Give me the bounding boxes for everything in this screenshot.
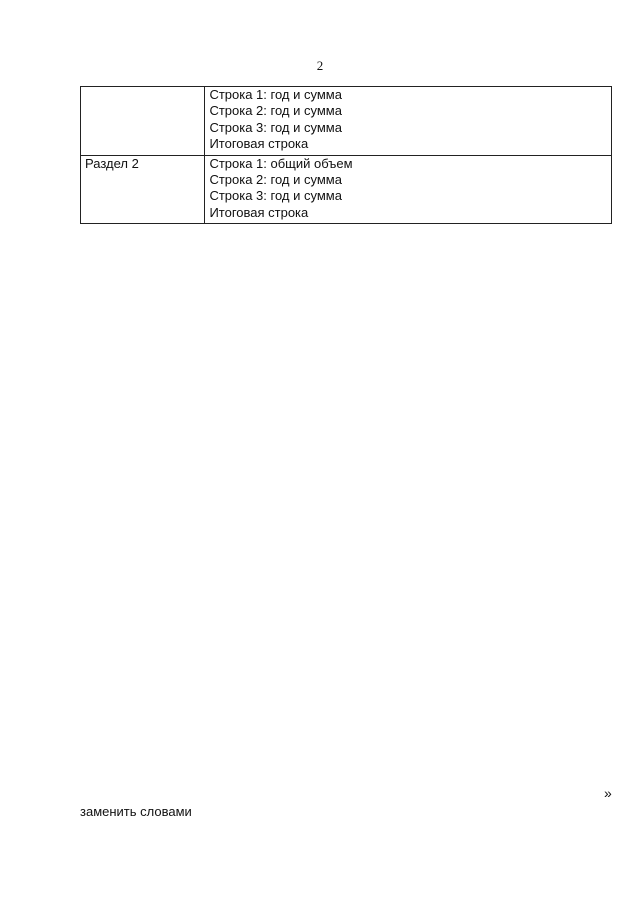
content-line: Строка 1: общий объем — [209, 155, 353, 171]
content-line: Строка 3: год и сумма — [209, 188, 342, 204]
content-line: Строка 1: год и сумма — [209, 87, 342, 102]
content-line: Строка 2: год и сумма — [209, 172, 342, 188]
table-row — [81, 155, 612, 224]
row-content-cell — [205, 155, 612, 224]
row-content-cell — [205, 87, 612, 156]
row-label: Раздел 2 — [85, 155, 139, 171]
content-line: Итоговая строка — [209, 136, 309, 152]
table-row — [81, 87, 612, 156]
closing-quote: » — [604, 785, 612, 801]
row-label-cell — [81, 87, 205, 156]
content-line: Строка 2: год и сумма — [209, 103, 342, 119]
page-number: 2 — [316, 58, 324, 73]
row-label-cell — [81, 155, 205, 224]
footer-instruction: заменить словами — [80, 804, 192, 819]
program-table — [80, 86, 612, 224]
content-line: Строка 3: год и сумма — [209, 119, 342, 135]
content-line: Итоговая строка — [209, 204, 309, 220]
